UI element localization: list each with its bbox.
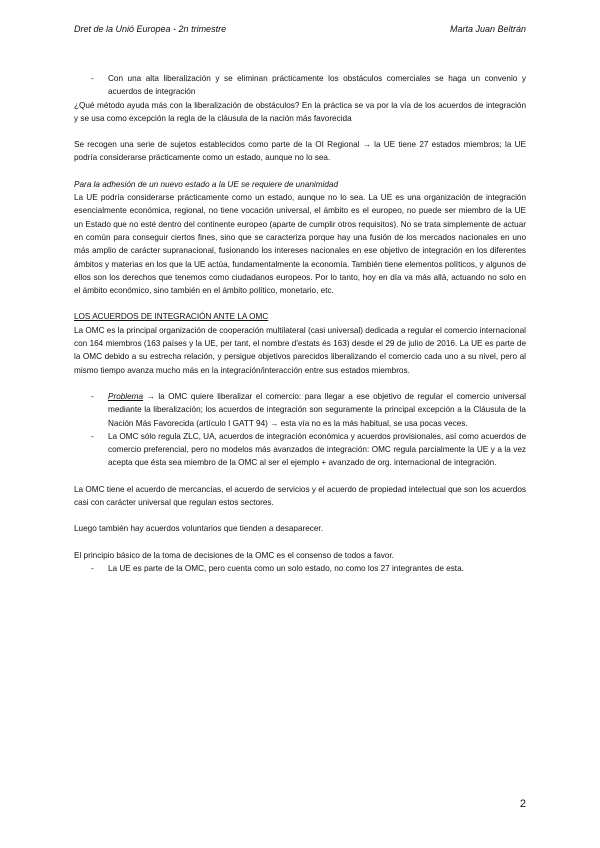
header-author: Marta Juan Beltrán — [449, 24, 526, 34]
bullet-list-consensus — [74, 562, 526, 575]
paragraph-ue-integration: La UE podría considerarse prácticamente como un estado, aunque no lo sea. La UE es una organización de integración esencialmente económica, regional, no tiene vocación universal, el ámbito es el europeo, no puede ser miembro de la UE un Estado que no esté dentro del continente europeo (aparte de cumplir otros requisitos). No se trata simplemente de actuar en común para conseguir ciertos fines, sino que se caracteriza porque hay una fusión de los mercados nacionales en uno más amplio de carácter supranacional, fusionando los intereses nacionales en ese objetivo de integración en los diferentes ámbitos y materias en los que la UE actúa, fundamentalmente la economía. También tiene elementos políticos, y algunos de ellos son los derechos que tenemos como ciudadanos europeos. Por lo tanto, hoy en día va más allá, actuando no solo en el ámbito económico, sino también en el ámbito político, monetario, etc. — [74, 193, 526, 296]
problem-text: → la OMC quiere liberalizar el comercio: para llegar a ese objetivo de regular el comercio universal mediante la liberalización; los acuerdos de integración son seguramente la principal excepción a la Cláusula de la Nación Más Favorecida (artículo I GATT 94) → esta vía no es la más habitual, se usa pocas veces. — [108, 391, 526, 428]
paragraph-oi-regional: Se recogen una serie de sujetos establecidos como parte de la OI Regional → la UE tiene 27 estados miembros; la UE podría considerarse prácticamente como un estado, aunque no lo sea. — [74, 140, 526, 163]
section-heading: LOS ACUERDOS DE INTEGRACIÓN ANTE LA OMC — [74, 312, 269, 322]
list-item: - Con una alta liberalización y se eliminan prácticamente los obstáculos comerciales se haga un convenio y acuerdos de integración — [74, 72, 526, 99]
paragraph-omc-agreements: La OMC tiene el acuerdo de mercancías, el acuerdo de servicios y el acuerdo de propiedad intelectual que son los acuerdos casi con carácter universal que regulan estos sectores. — [74, 484, 526, 508]
paragraph-voluntary-agreements: Luego también hay acuerdos voluntarios que tienden a desaparecer. — [74, 524, 323, 534]
page-content — [74, 72, 526, 575]
problem-label: Problema — [108, 391, 144, 401]
paragraph-omc-intro: La OMC es la principal organización de cooperación multilateral (casi universal) dedicada a regular el comercio internacional con 164 miembros (163 países y la UE, per tant, el nombre d'estats és 163) desde el 29 de julio de 2016. La UE es parte de la OMC debido a su estrecha relación, y persigue objetivos parecidos liberalizando el comercio cada uno a su nivel, pero al mismo tiempo avanza mucho más en la integración/interacción entre sus estados miembros. — [74, 325, 526, 375]
page-number: 2 — [519, 798, 526, 810]
paragraph-unanimity: Para la adhesión de un nuevo estado a la UE se requiere de unanimidad — [74, 179, 339, 189]
page-header — [74, 24, 526, 38]
paragraph-method-question: ¿Qué método ayuda más con la liberalización de obstáculos? En la práctica se va por la vía de los acuerdos de integración y se usa como excepción la regla de la cláusula de la nación más favorecida — [74, 100, 526, 123]
list-item — [74, 390, 526, 430]
list-item: - La UE es parte de la OMC, pero cuenta como un solo estado, no como los 27 integrantes de esta. — [74, 562, 526, 575]
paragraph-consensus: El principio básico de la toma de decisiones de la OMC es el consenso de todos a favor. — [74, 550, 394, 560]
bullet-list-intro — [74, 72, 526, 99]
list-item: - La OMC sólo regula ZLC, UA, acuerdos de integración económica y acuerdos provisionales, así como acuerdos de comercio preferencial, pero no modelos más avanzados de integración: OMC regula parcialmente la UE y a la vez acepta que ésta sea miembro de la OMC al ser el ejemplo + avanzado de org. internacional de integración. — [74, 430, 526, 470]
header-course-title: Dret de la Unió Europea - 2n trimestre — [74, 24, 227, 34]
bullet-list-omc — [74, 390, 526, 470]
